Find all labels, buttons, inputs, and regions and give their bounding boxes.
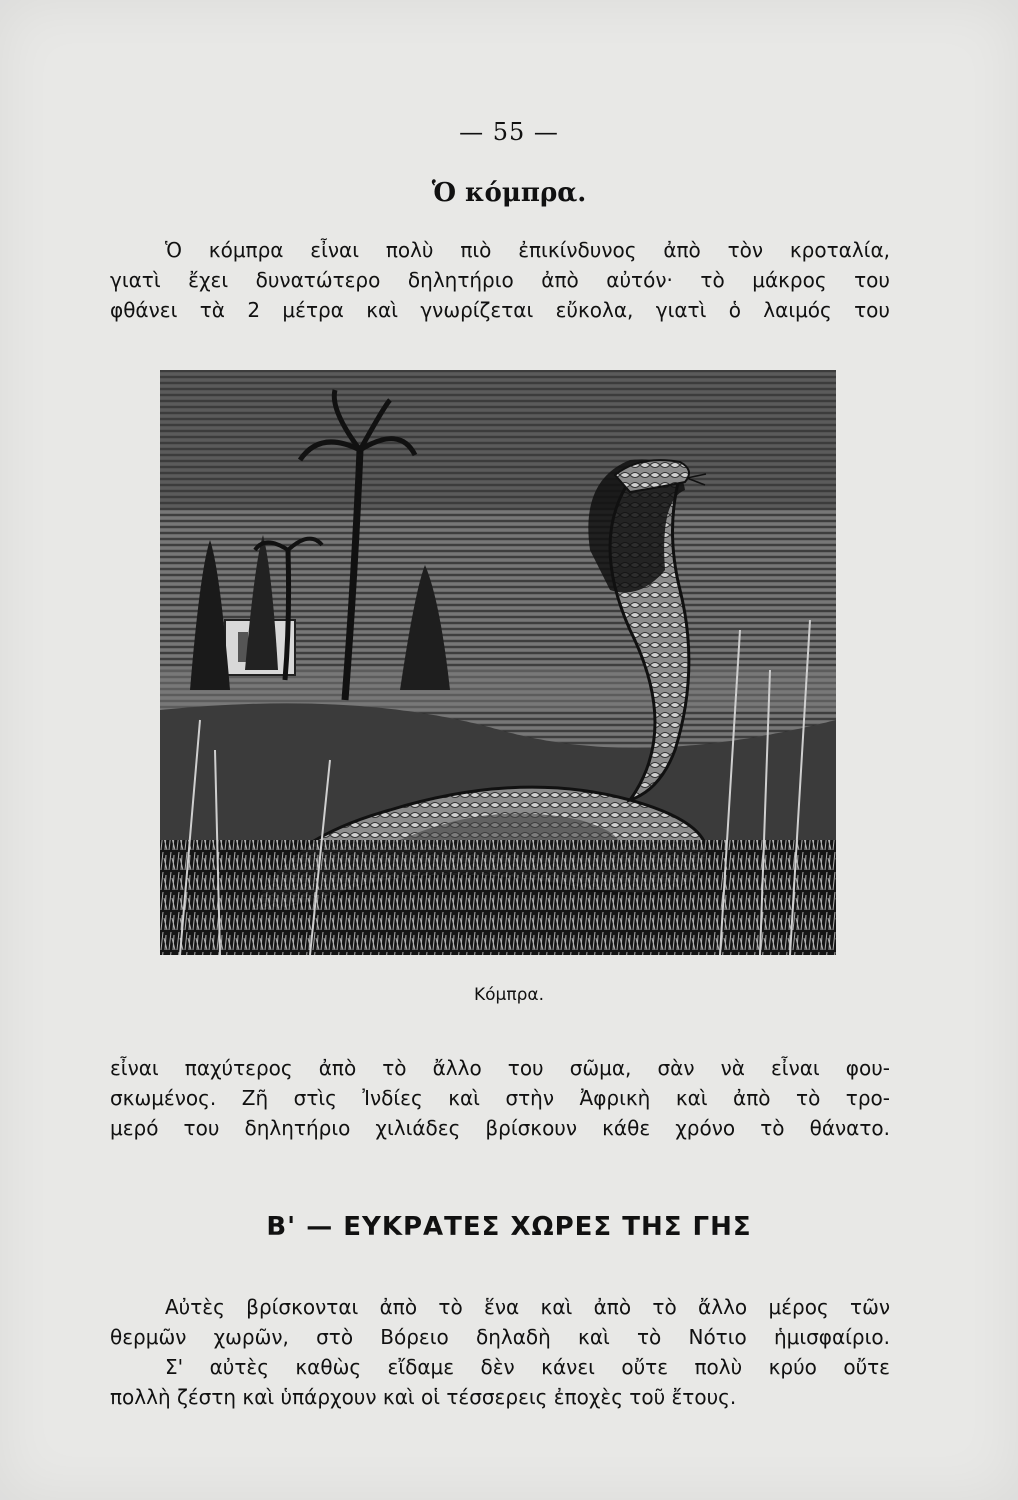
text-line: Σ' αὐτὲς καθὼς εἴδαμε δὲν κάνει οὔτε πολὺ κρύο οὔτε	[165, 1355, 890, 1379]
text-line: γιατὶ ἔχει δυνατώτερο δηλητήριο ἀπὸ αὐτόν· τὸ μάκρος του	[110, 268, 890, 292]
chapter-heading: Β' — ΕΥΚΡΑΤΕΣ ΧΩΡΕΣ ΤΗΣ ΓΗΣ	[266, 1212, 752, 1242]
text-line: θερμῶν χωρῶν, στὸ Βόρειο δηλαδὴ καὶ τὸ Νότιο ἡμισφαίριο.	[110, 1325, 890, 1349]
page-number: — 55 —	[459, 118, 559, 146]
text-line: σκωμένος. Ζῆ στὶς Ἰνδίες καὶ στὴν Ἀφρικὴ καὶ ἀπὸ τὸ τρο-	[110, 1086, 890, 1110]
figure-caption: Κόμπρα.	[473, 985, 544, 1005]
text-line: πολλὴ ζέστη καὶ ὑπάρχουν καὶ οἱ τέσσερεις ἐποχὲς τοῦ ἔτους.	[110, 1385, 737, 1409]
intro-paragraph	[110, 235, 890, 325]
engraving-image	[160, 370, 836, 955]
text-line: εἶναι παχύτερος ἀπὸ τὸ ἄλλο του σῶμα, σὰν νὰ εἶναι φου-	[110, 1056, 890, 1080]
closing-paragraph	[110, 1292, 890, 1412]
section-title: Ὁ κόμπρα.	[431, 178, 587, 208]
text-line: Αὐτὲς βρίσκονται ἀπὸ τὸ ἕνα καὶ ἀπὸ τὸ ἄλλο μέρος τῶν	[165, 1295, 890, 1319]
text-line: φθάνει τὰ 2 μέτρα καὶ γνωρίζεται εὔκολα, γιατὶ ὁ λαιμός του	[110, 298, 890, 322]
text-line: Ὁ κόμπρα εἶναι πολὺ πιὸ ἐπικίνδυνος ἀπὸ τὸν κροταλία,	[165, 238, 890, 262]
cobra-illustration	[160, 370, 836, 955]
text-line: μερό του δηλητήριο χιλιάδες βρίσκουν κάθε χρόνο τὸ θάνατο.	[110, 1116, 890, 1140]
continuation-paragraph	[110, 1053, 890, 1143]
